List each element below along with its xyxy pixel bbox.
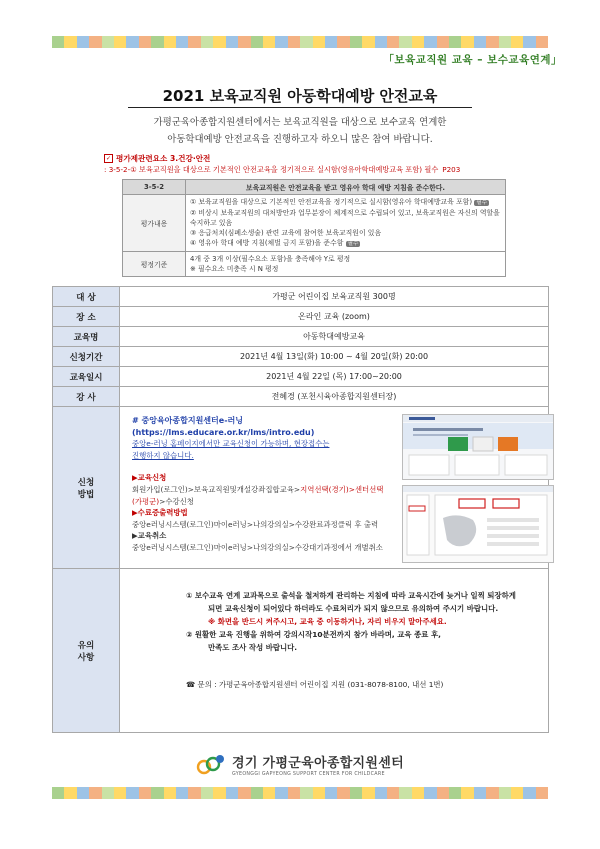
strip-segment <box>64 36 76 48</box>
strip-segment <box>399 787 411 799</box>
intro-text <box>0 114 600 148</box>
footer-org-name: 경기 가평군육아종합지원센터 <box>232 755 404 771</box>
note-2-cont: 만족도 조사 작성 바랍니다. <box>208 643 298 652</box>
footer-logo <box>196 751 404 777</box>
strip-segment <box>313 787 325 799</box>
page-reference: P203 <box>442 165 461 174</box>
strip-segment <box>387 36 399 48</box>
strip-segment <box>114 787 126 799</box>
note-2: ② 원활한 교육 진행을 위하여 강의시작10분전까지 참가 바라며, 교육 종료 후, <box>186 630 441 639</box>
strip-segment <box>64 787 76 799</box>
strip-segment <box>52 787 64 799</box>
strip-segment <box>201 36 213 48</box>
bottom-color-strip <box>52 787 548 799</box>
strip-segment <box>437 36 449 48</box>
required-badge: 필수 <box>476 200 488 206</box>
strip-segment <box>77 787 89 799</box>
strip-segment <box>114 36 126 48</box>
strip-segment <box>238 36 250 48</box>
strip-segment <box>399 36 411 48</box>
strip-segment <box>151 36 163 48</box>
strip-segment <box>412 36 424 48</box>
intro-line-1: 가평군육아종합지원센터에서는 보육교직원을 대상으로 보수교육 연계한 <box>153 117 447 128</box>
note-1-cont: 되면 교육신청이 되어있다 하더라도 수료처리가 되지 않으므로 유의하여 주시기 바랍니다. <box>208 604 499 613</box>
strip-segment <box>251 36 263 48</box>
strip-segment <box>300 36 312 48</box>
site-note: 중앙e-러닝 홈페이지에서만 교육신청이 가능하며, 현장접수는 <box>132 439 330 449</box>
page-title: 2021 보육교직원 아동학대예방 안전교육 <box>162 87 438 105</box>
apply-section <box>120 407 549 569</box>
strip-segment <box>238 787 250 799</box>
strip-segment <box>275 787 287 799</box>
strip-segment <box>536 36 548 48</box>
strip-segment <box>523 787 535 799</box>
strip-segment <box>387 787 399 799</box>
strip-segment <box>424 787 436 799</box>
strip-segment <box>350 36 362 48</box>
strip-segment <box>275 36 287 48</box>
strip-segment <box>213 787 225 799</box>
strip-segment <box>151 787 163 799</box>
program-tag: 「보육교직원 교육 – 보수교육연계」 <box>383 54 562 66</box>
region-select-screenshot <box>402 485 554 563</box>
lecturer-label: 강 사 <box>53 387 120 407</box>
top-color-strip <box>52 36 548 48</box>
strip-segment <box>362 36 374 48</box>
strip-segment <box>52 36 64 48</box>
strip-segment <box>511 787 523 799</box>
notes-text <box>186 589 546 691</box>
note-1-warning: ※ 화면을 반드시 켜주시고, 교육 중 이동하거나, 자리 비우지 말아주세요. <box>208 617 447 626</box>
intro-line-2: 아동학대예방 안전교육을 진행하고자 하오니 많은 참여 바랍니다. <box>167 134 433 145</box>
evaluation-rubric-table <box>122 179 506 277</box>
strip-segment <box>523 36 535 48</box>
strip-segment <box>337 787 349 799</box>
evaluation-item: ② 비상시 보육교직원의 대처방안과 업무분장이 체계적으로 수립되어 있고, 보육교직원은 자신의 역할을 숙지하고 있음 <box>190 209 500 227</box>
course-value: 아동학대예방교육 <box>120 327 549 347</box>
place-value: 온라인 교육 (zoom) <box>120 307 549 327</box>
criteria-text: 4개 중 3개 이상(필수요소 포함)을 충족해야 Y로 평정 ※ 필수요소 미충족 시 N 평정 <box>186 252 506 277</box>
place-label: 장 소 <box>53 307 120 327</box>
strip-segment <box>126 787 138 799</box>
strip-segment <box>474 787 486 799</box>
strip-segment <box>102 36 114 48</box>
strip-segment <box>313 36 325 48</box>
evaluation-indicator: : 3-5-2-① 보육교직원을 대상으로 기본적인 안전교육을 정기적으로 실시함(영유아학대예방교육 포함) 필수 P203 <box>104 165 461 174</box>
strip-segment <box>288 787 300 799</box>
strip-segment <box>300 787 312 799</box>
indicator-code: 3-5-2 <box>123 180 186 195</box>
strip-segment <box>139 36 151 48</box>
strip-segment <box>449 36 461 48</box>
course-label: 교육명 <box>53 327 120 347</box>
target-value: 가평군 어린이집 보육교직원 300명 <box>120 287 549 307</box>
strip-segment <box>188 36 200 48</box>
strip-segment <box>176 36 188 48</box>
criteria-label: 평정기준 <box>123 252 186 277</box>
strip-segment <box>375 36 387 48</box>
strip-segment <box>164 787 176 799</box>
evaluation-item: ④ 영유아 학대 예방 지침(체벌 금지 포함)을 준수함 필수 <box>190 239 359 247</box>
strip-segment <box>288 36 300 48</box>
strip-segment <box>461 36 473 48</box>
content-label: 평가내용 <box>123 195 186 252</box>
site-title: # 중앙육아종합지원센터e-러닝 <box>132 416 243 425</box>
apply-label: 신청 방법 <box>53 407 120 569</box>
strip-segment <box>337 36 349 48</box>
contact-info: ☎ 문의 : 가평군육아종합지원센터 어린이집 지원 (031-8078-8100, 내선 1번) <box>186 680 444 689</box>
indicator-statement: 보육교직원은 안전교육을 받고 영유아 학대 예방 지침을 준수한다. <box>186 180 506 195</box>
checkbox-icon: ✓ <box>105 155 112 162</box>
strip-segment <box>362 787 374 799</box>
strip-segment <box>263 787 275 799</box>
strip-segment <box>511 36 523 48</box>
target-label: 대 상 <box>53 287 120 307</box>
strip-segment <box>499 36 511 48</box>
apply-step: (가평군)>수강신청 <box>132 496 194 506</box>
apply-heading: ▶교육신청 <box>132 473 167 483</box>
note-1: ① 보수교육 연계 교과목으로 출석을 철저하게 관리하는 지침에 따라 교육시간에 늦거나 일찍 퇴장하게 <box>186 591 516 600</box>
strip-segment <box>102 787 114 799</box>
date-value: 2021년 4월 22일 (목) 17:00~20:00 <box>120 367 549 387</box>
strip-segment <box>251 787 263 799</box>
evaluation-item: ① 보육교직원을 대상으로 기본적인 안전교육을 정기적으로 실시함(영유아 학대예방교육 포함) 필수 <box>190 198 488 206</box>
strip-segment <box>437 787 449 799</box>
footer <box>0 751 600 781</box>
cancel-heading: ▶교육취소 <box>132 531 167 541</box>
apply-step: 회원가입(로그인)>보육교직원및개설강좌집합교육>지역선택(경기)>센터선택 <box>132 484 384 494</box>
site-note: 진행하지 않습니다. <box>132 450 194 460</box>
center-logo-icon <box>196 751 226 777</box>
strip-segment <box>424 36 436 48</box>
cancel-step: 중앙e러닝시스템(로그인)마이e러닝>나의강의실>수강대기과정에서 개별취소 <box>132 542 383 552</box>
strip-segment <box>139 787 151 799</box>
evaluation-item: ③ 응급처치(심폐소생술) 관련 교육에 참여한 보육교직원이 있음 <box>190 229 382 237</box>
certificate-heading: ▶수료증출력방법 <box>132 508 188 518</box>
notes-section <box>120 569 549 733</box>
strip-segment <box>263 36 275 48</box>
strip-segment <box>226 36 238 48</box>
date-label: 교육일시 <box>53 367 120 387</box>
strip-segment <box>77 36 89 48</box>
strip-segment <box>89 787 101 799</box>
strip-segment <box>449 787 461 799</box>
period-label: 신청기간 <box>53 347 120 367</box>
site-url-link[interactable]: (https://lms.educare.or.kr/lms/intro.edu) <box>132 427 315 437</box>
strip-segment <box>325 36 337 48</box>
evaluation-heading: ✓ 평가제관련요소 3.건강·안전 <box>105 154 211 163</box>
strip-segment <box>350 787 362 799</box>
strip-segment <box>412 787 424 799</box>
strip-segment <box>164 36 176 48</box>
strip-segment <box>474 36 486 48</box>
strip-segment <box>486 787 498 799</box>
strip-segment <box>188 787 200 799</box>
certificate-step: 중앙e러닝시스템(로그인)마이e러닝>나의강의실>수강완료과정클릭 후 출력 <box>132 519 379 529</box>
notes-label: 유의 사항 <box>53 569 120 733</box>
period-value: 2021년 4월 13일(화) 10:00 ~ 4월 20일(화) 20:00 <box>120 347 549 367</box>
strip-segment <box>325 787 337 799</box>
lecturer-value: 전혜경 (포천시육아종합지원센터장) <box>120 387 549 407</box>
strip-segment <box>226 787 238 799</box>
strip-segment <box>461 787 473 799</box>
evaluation-items <box>186 195 506 252</box>
program-info-table <box>52 286 549 733</box>
strip-segment <box>486 36 498 48</box>
strip-segment <box>375 787 387 799</box>
elearning-homepage-screenshot <box>402 414 554 480</box>
strip-segment <box>201 787 213 799</box>
footer-org-eng: GYEONGGI GAPYEONG SUPPORT CENTER FOR CHILDCARE <box>232 771 385 777</box>
title-underline <box>128 107 472 108</box>
required-badge: 필수 <box>347 241 359 247</box>
strip-segment <box>176 787 188 799</box>
strip-segment <box>126 36 138 48</box>
strip-segment <box>499 787 511 799</box>
strip-segment <box>213 36 225 48</box>
apply-instructions <box>132 415 394 554</box>
strip-segment <box>536 787 548 799</box>
strip-segment <box>89 36 101 48</box>
